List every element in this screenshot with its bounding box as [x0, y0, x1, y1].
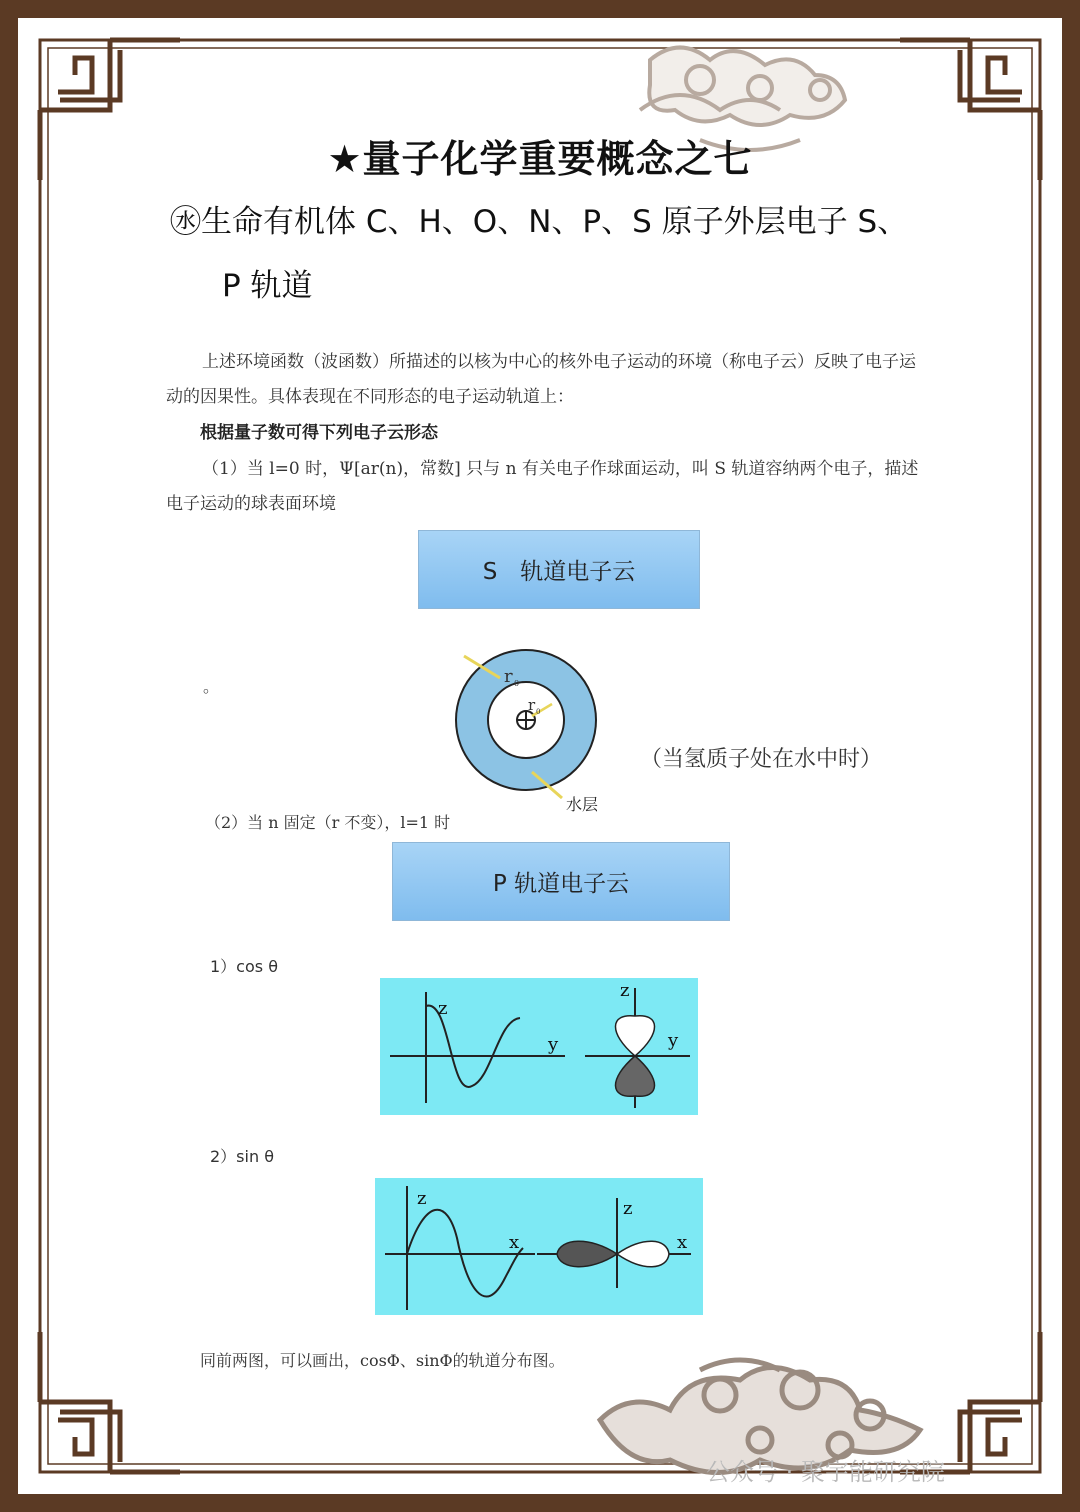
p-lobe-top [615, 1016, 654, 1056]
water-layer-label: 水层 [566, 795, 599, 814]
watermark: 公众号 · 聚宇能研究院 [706, 1458, 945, 1486]
svg-text:x: x [677, 1232, 688, 1253]
s-orbital-label: S 轨道电子云 [482, 559, 636, 585]
s-orbital-label-box [418, 530, 700, 609]
svg-text:x: x [509, 1232, 520, 1253]
subtitle-line1: ㊌生命有机体 C、H、O、N、P、S 原子外层电子 S、 [170, 204, 909, 240]
svg-text:z: z [620, 980, 630, 1001]
svg-text:z: z [623, 1198, 633, 1219]
item-2-text: （2）当 n 固定（r 不变），l=1 时 [205, 813, 451, 832]
paragraph-s-orbital: （1）当 l=0 时，Ψ[ar(n)，常数] 只与 n 有关电子作球面运动，叫 S 轨道容纳两个电子，描述电子运动的球表面环境 [166, 459, 919, 514]
svg-text:y: y [668, 1030, 679, 1051]
p-lobe-left [557, 1241, 617, 1267]
sin-label: 2）sin θ [210, 1147, 274, 1166]
closing-text: 同前两图，可以画出，cosΦ、sinΦ的轨道分布图。 [200, 1351, 565, 1370]
svg-text:0: 0 [536, 708, 541, 716]
svg-text:z: z [417, 1188, 427, 1209]
sin-theta-plot [375, 1178, 703, 1315]
r0-inner-label: r [528, 696, 536, 714]
p-lobe-bottom [615, 1056, 654, 1096]
corner-ornament-bl [40, 1332, 180, 1472]
p-orbital-label-box [392, 842, 730, 921]
hydrogen-caption: （当氢质子处在水中时） [640, 747, 883, 772]
bold-heading: 根据量子数可得下列电子云形态 [200, 423, 438, 443]
s-orbital-diagram [440, 648, 640, 818]
p-lobe-right [617, 1241, 669, 1267]
corner-ornament-br [900, 1332, 1040, 1472]
cos-label: 1）cos θ [210, 957, 278, 976]
page-title: ★量子化学重要概念之七 [327, 137, 753, 181]
cos-theta-plot [380, 978, 698, 1115]
paragraph-intro: 上述环境函数（波函数）所描述的以核为中心的核外电子运动的环境（称电子云）反映了电子运动的因果性。具体表现在不同形态的电子运动轨道上： [166, 352, 916, 407]
p-orbital-label: P 轨道电子云 [492, 871, 630, 897]
subtitle-line2: P 轨道 [222, 268, 313, 304]
svg-text:y: y [548, 1034, 559, 1055]
svg-text:z: z [438, 998, 448, 1019]
stray-dot: 。 [203, 677, 220, 696]
r0-outer-label: r [504, 666, 513, 687]
svg-text:0: 0 [514, 679, 520, 688]
